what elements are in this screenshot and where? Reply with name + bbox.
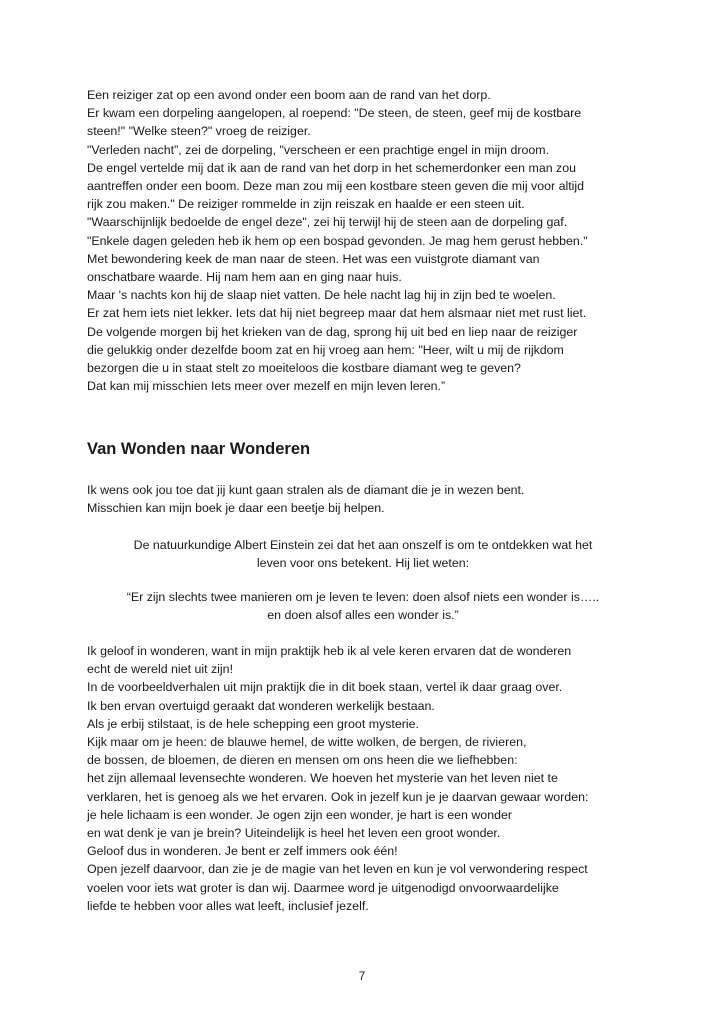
quote-line: “Er zijn slechts twee manieren om je leven te leven: doen alsof niets een wonder is….. [126, 590, 600, 604]
main-line: echt de wereld niet uit zijn! [87, 662, 234, 677]
main-line: voelen voor iets wat groter is dan wij. Daarmee word je uitgenodigd onvoorwaardelijke [87, 880, 559, 895]
main-line: het zijn allemaal levensechte wonderen. We hoeven het mysterie van het leven niet te [87, 771, 558, 786]
intro-paragraph [87, 481, 647, 517]
story-line: De volgende morgen bij het krieken van de dag, sprong hij uit bed en liep naar de reiziger [87, 324, 578, 339]
main-line: liefde te hebben voor alles wat leeft, inclusief jezelf. [87, 898, 369, 913]
story-line: Dat kan mij misschien Iets meer over mezelf en mijn leven leren.” [87, 379, 446, 394]
main-line: je hele lichaam is een wonder. Je ogen zijn een wonder, je hart is een wonder [87, 807, 512, 822]
section-heading: Van Wonden naar Wonderen [87, 440, 311, 458]
story-line: "Verleden nacht”, zei de dorpeling, "verscheen er een prachtige engel in mijn droom. [87, 142, 550, 157]
story-line: steen!" "Welke steen?" vroeg de reiziger. [87, 124, 311, 139]
intro-line: Misschien kan mijn boek je daar een beetje bij helpen. [87, 501, 385, 516]
main-line: Geloof dus in wonderen. Je bent er zelf immers ook één! [87, 844, 398, 859]
main-line: Kijk maar om je heen: de blauwe hemel, de witte wolken, de bergen, de rivieren, [87, 735, 527, 750]
story-line: aantreffen onder een boom. Deze man zou mij een kostbare steen geven die mij voor altijd [87, 179, 585, 194]
story-line: "Enkele dagen geleden heb ik hem op een bospad gevonden. Je mag hem gerust hebben." [87, 233, 588, 248]
quote-intro-paragraph [87, 536, 639, 572]
main-line: In de voorbeeldverhalen uit mijn praktijk die in dit boek staan, vertel ik daar graag over. [87, 680, 563, 695]
main-paragraph [87, 642, 647, 915]
quote-intro-line: leven voor ons betekent. Hij liet weten: [256, 556, 470, 571]
page-number: 7 [358, 969, 366, 983]
main-line: de bossen, de bloemen, de dieren en mensen om ons heen die we liefhebben: [87, 753, 518, 768]
main-line: Ik ben ervan overtuigd geraakt dat wonderen werkelijk bestaan. [87, 698, 435, 713]
quote-line: en doen alsof alles een wonder is.” [267, 608, 459, 623]
story-line: onschatbare waarde. Hij nam hem aan en ging naar huis. [87, 270, 402, 285]
story-line: die gelukkig onder dezelfde boom zat en hij vroeg aan hem: "Heer, wilt u mij de rijkdom [87, 342, 564, 357]
story-line: De engel vertelde mij dat ik aan de rand van het dorp in het schemerdonker een man zou [87, 160, 577, 175]
main-line: en wat denk je van je brein? Uiteindelijk is heel het leven een groot wonder. [87, 826, 501, 841]
main-line: verklaren, het is genoeg als we het ervaren. Ook in jezelf kun je je daarvan gewaar worden: [87, 789, 589, 804]
story-paragraph [87, 86, 647, 395]
story-line: "Waarschijnlijk bedoelde de engel deze", zei hij terwijl hij de steen aan de dorpeling gaf. [87, 215, 568, 230]
story-line: Er kwam een dorpeling aangelopen, al roepend: "De steen, de steen, geef mij de kostbare [87, 106, 582, 121]
story-line: Een reiziger zat op een avond onder een boom aan de rand van het dorp. [87, 88, 491, 102]
story-line: rijk zou maken." De reiziger rommelde in zijn reiszak en haalde er een steen uit. [87, 197, 525, 212]
story-line: Er zat hem iets niet lekker. Iets dat hij niet begreep maar dat hem alsmaar niet met rust liet. [87, 306, 587, 321]
story-line: Met bewondering keek de man naar de steen. Het was een vuistgrote diamant van [87, 251, 540, 266]
einstein-quote [87, 588, 639, 624]
main-line: Open jezelf daarvoor, dan zie je de magie van het leven en kun je vol verwondering respect [87, 862, 588, 877]
story-line: bezorgen die u in staat stelt zo moeiteloos die kostbare diamant weg te geven? [87, 361, 521, 376]
main-line: Als je erbij stilstaat, is de hele schepping een groot mysterie. [87, 716, 419, 731]
quote-intro-line: De natuurkundige Albert Einstein zei dat het aan onszelf is om te ontdekken wat het [133, 538, 593, 552]
story-line: Maar 's nachts kon hij de slaap niet vatten. De hele nacht lag hij in zijn bed te woelen. [87, 288, 556, 303]
main-line: Ik geloof in wonderen, want in mijn praktijk heb ik al vele keren ervaren dat de wonderen [87, 644, 572, 658]
intro-line: Ik wens ook jou toe dat jij kunt gaan stralen als de diamant die je in wezen bent. [87, 483, 525, 497]
